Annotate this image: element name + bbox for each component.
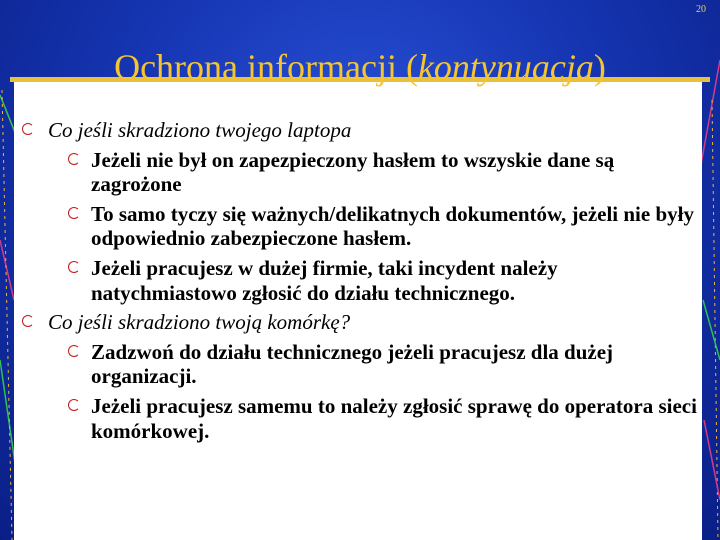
bullet-item	[18, 202, 702, 251]
open-circle-bullet-icon	[68, 153, 80, 165]
open-circle-bullet-icon	[22, 315, 34, 327]
open-circle-bullet-icon	[68, 207, 80, 219]
bullet-item	[18, 148, 702, 197]
bullet-text: Co jeśli skradziono twojego laptopa	[48, 118, 352, 142]
bullet-text: Co jeśli skradziono twoją komórkę?	[48, 310, 351, 335]
title-italic: kontynuacja	[417, 47, 594, 87]
bullet-item	[18, 394, 702, 443]
bullet-text: Jeżeli pracujesz w dużej firmie, taki incydent należy natychmiastowo zgłosić do działu technicznego.	[91, 255, 558, 305]
title-main: Ochrona informacji (	[114, 47, 418, 87]
slide-title	[0, 44, 720, 90]
bullet-item	[18, 256, 702, 305]
bullet-item	[18, 310, 702, 335]
bullet-item	[18, 340, 702, 389]
bullet-item	[18, 118, 702, 143]
open-circle-bullet-icon	[68, 345, 80, 357]
title-end: )	[593, 47, 606, 87]
bullet-text: Jeżeli nie był on zapezpieczony hasłem to wszyskie dane są zagrożone	[91, 147, 615, 197]
bullet-text: Zadzwoń do działu technicznego jeżeli pracujesz dla dużej organizacji.	[91, 339, 614, 389]
open-circle-bullet-icon	[68, 399, 80, 411]
bullet-list	[18, 118, 702, 443]
bullet-text: Jeżeli pracujesz samemu to należy zgłosić sprawę do operatora sieci komórkowej.	[91, 393, 697, 443]
open-circle-bullet-icon	[68, 261, 80, 273]
bullet-text: To samo tyczy się ważnych/delikatnych dokumentów, jeżeli nie były odpowiednio zabezpieczone hasłem.	[91, 201, 694, 251]
page-number: 20	[696, 4, 706, 15]
open-circle-bullet-icon	[22, 123, 34, 135]
